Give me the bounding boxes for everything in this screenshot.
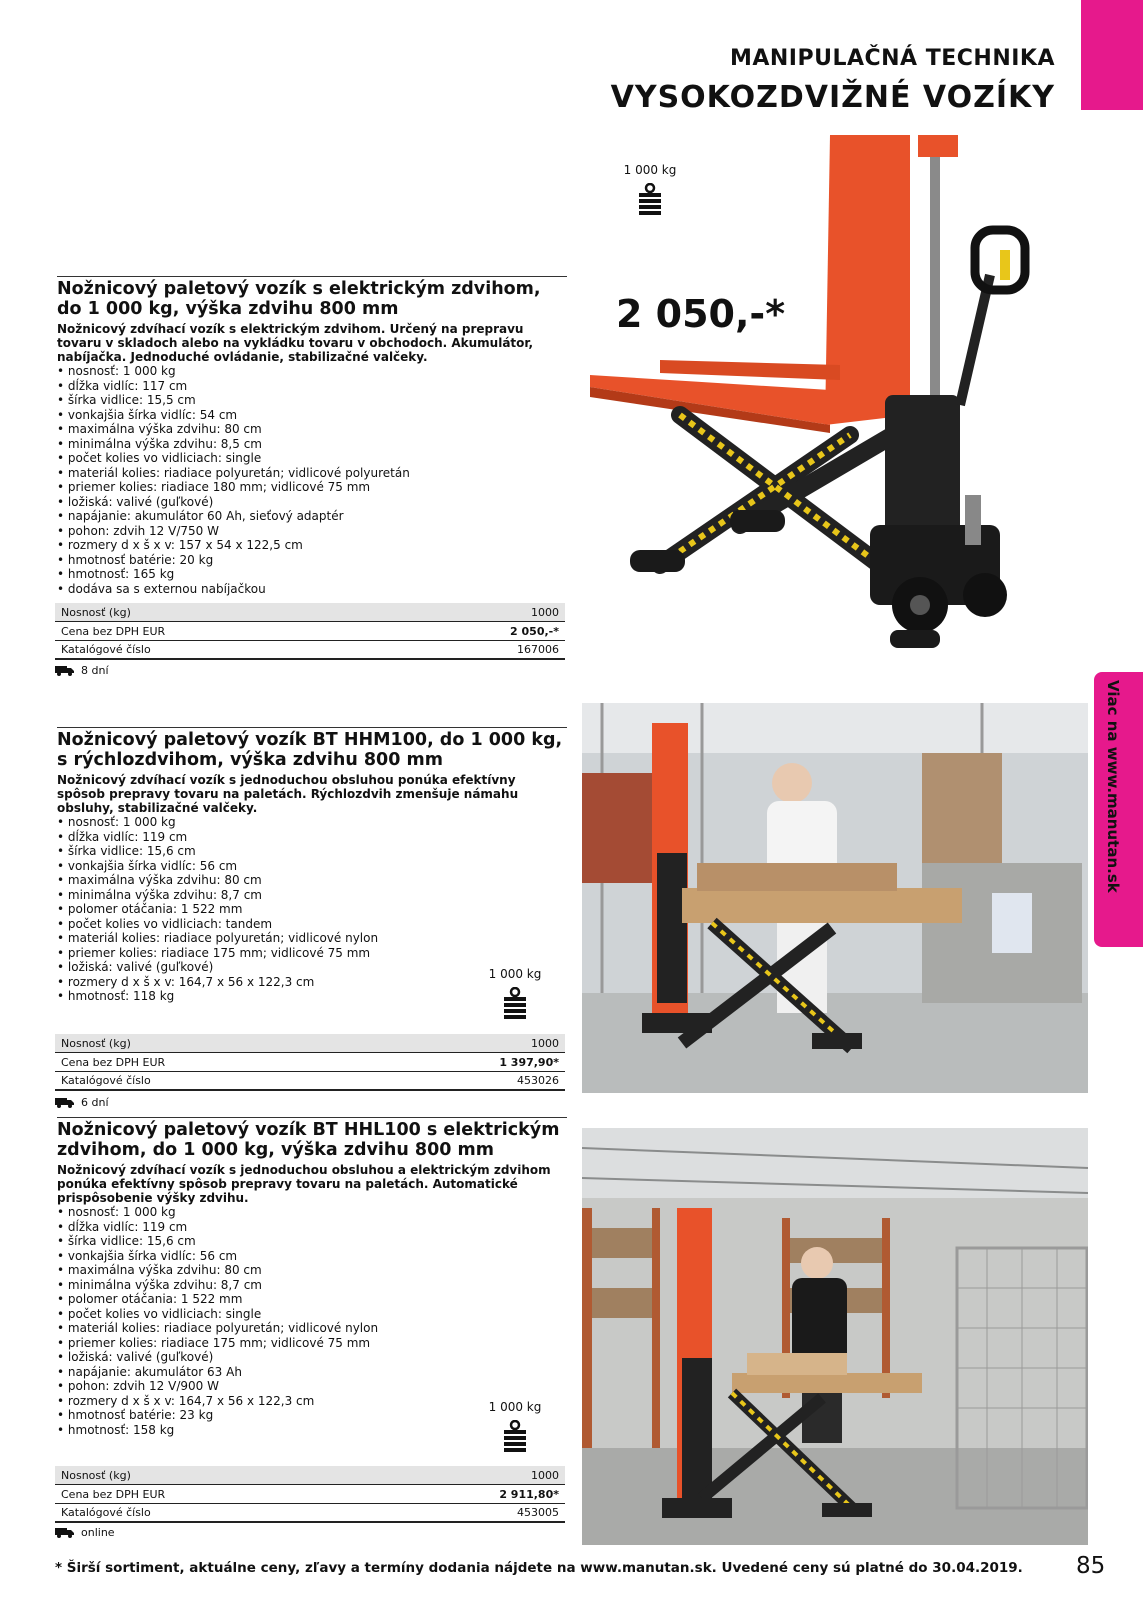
- capacity-badge: [480, 1400, 550, 1452]
- feature-item: • počet kolies vo vidliciach: single: [57, 451, 567, 466]
- side-tab-link[interactable]: [1094, 672, 1143, 947]
- product-block-3: [57, 1117, 567, 1437]
- feature-item: • dĺžka vidlíc: 117 cm: [57, 379, 567, 394]
- delivery-info: [55, 664, 109, 677]
- feature-item: • priemer kolies: riadiace 175 mm; vidlicové 75 mm: [57, 946, 567, 961]
- section-category: MANIPULAČNÁ TECHNIKA: [729, 46, 1055, 71]
- feature-item: • dodáva sa s externou nabíjačkou: [57, 582, 567, 597]
- spec-value: 1000: [531, 1468, 559, 1482]
- spec-label: Cena bez DPH EUR: [61, 1055, 166, 1069]
- footer-note: * Širší sortiment, aktuálne ceny, zľavy a termíny dodania nájdete na www.manutan.sk. Uvedené ceny sú platné do 30.04.2019.: [55, 1560, 1023, 1576]
- feature-item: • šírka vidlice: 15,6 cm: [57, 844, 567, 859]
- feature-item: • hmotnosť batérie: 20 kg: [57, 553, 567, 568]
- capacity-label: 1 000 kg: [623, 163, 677, 177]
- feature-item: • ložiská: valivé (guľkové): [57, 1350, 567, 1365]
- feature-item: • počet kolies vo vidliciach: tandem: [57, 917, 567, 932]
- spec-row: [55, 1072, 565, 1091]
- spec-row: [55, 1466, 565, 1485]
- spec-label: Katalógové číslo: [61, 1074, 151, 1087]
- capacity-badge: [480, 967, 550, 1019]
- feature-item: • hmotnosť: 118 kg: [57, 989, 567, 1004]
- feature-item: • minimálna výška zdvihu: 8,7 cm: [57, 888, 567, 903]
- spec-value: 1000: [531, 1036, 559, 1050]
- feature-item: • napájanie: akumulátor 63 Ah: [57, 1365, 567, 1380]
- product-description: Nožnicový zdvíhací vozík s jednoduchou obsluhou a elektrickým zdvihom ponúka efektívny spôsob prepravy tovaru na paletách. Automatické prispôsobenie výšky zdvihu.: [57, 1163, 551, 1205]
- spec-value: 1000: [531, 605, 559, 619]
- spec-label: Katalógové číslo: [61, 1506, 151, 1519]
- product-description: Nožnicový zdvíhací vozík s elektrickým zdvihom. Určený na prepravu tovaru v skladoch alebo na vykládku tovaru v obchodoch. Akumulátor, nabíjačka. Jednoduché ovládanie, stabilizačné valčeky.: [57, 322, 534, 364]
- delivery-info: [55, 1526, 115, 1539]
- header-pink-tab: [1081, 0, 1143, 110]
- spec-row: [55, 1053, 565, 1072]
- product-rule: [57, 276, 567, 277]
- feature-item: • hmotnosť batérie: 23 kg: [57, 1408, 567, 1423]
- spec-label: Cena bez DPH EUR: [61, 1487, 166, 1501]
- product-title: Nožnicový paletový vozík s elektrickým zdvihom, do 1 000 kg, výška zdvihu 800 mm: [57, 279, 541, 319]
- price-value: 1 397,90*: [499, 1055, 559, 1069]
- feature-item: • materiál kolies: riadiace polyuretán; vidlicové nylon: [57, 1321, 567, 1336]
- spec-label: Nosnosť (kg): [61, 1468, 131, 1482]
- feature-item: • priemer kolies: riadiace 175 mm; vidlicové 75 mm: [57, 1336, 567, 1351]
- feature-item: • maximálna výška zdvihu: 80 cm: [57, 422, 567, 437]
- feature-item: • maximálna výška zdvihu: 80 cm: [57, 1263, 567, 1278]
- spec-row: [55, 603, 565, 622]
- feature-item: • minimálna výška zdvihu: 8,7 cm: [57, 1278, 567, 1293]
- feature-item: • materiál kolies: riadiace polyuretán; vidlicové nylon: [57, 931, 567, 946]
- feature-item: • rozmery d x š x v: 164,7 x 56 x 122,3 cm: [57, 975, 567, 990]
- feature-item: • polomer otáčania: 1 522 mm: [57, 1292, 567, 1307]
- feature-item: • polomer otáčania: 1 522 mm: [57, 902, 567, 917]
- spec-label: Nosnosť (kg): [61, 605, 131, 619]
- spec-label: Katalógové číslo: [61, 643, 151, 656]
- spec-row: [55, 1034, 565, 1053]
- delivery-info: [55, 1096, 109, 1109]
- spec-row: [55, 1485, 565, 1504]
- feature-item: • šírka vidlice: 15,6 cm: [57, 1234, 567, 1249]
- catalog-number: 453005: [517, 1506, 559, 1519]
- product-rule: [57, 1117, 567, 1118]
- price-value: 2 050,-*: [510, 624, 559, 638]
- product-photo-2: [582, 703, 1088, 1093]
- feature-item: • nosnosť: 1 000 kg: [57, 815, 567, 830]
- spec-label: Cena bez DPH EUR: [61, 624, 166, 638]
- product-description: Nožnicový zdvíhací vozík s jednoduchou obsluhou ponúka efektívny spôsob prepravy tovaru na paletách. Rýchlozdvih zmenšuje námahu obsluhy, stabilizačné valčeky.: [57, 773, 519, 815]
- product-block-2: [57, 727, 567, 1004]
- price-value: 2 911,80*: [499, 1487, 559, 1501]
- featured-price: 2 050,-*: [616, 292, 786, 336]
- feature-item: • vonkajšia šírka vidlíc: 56 cm: [57, 859, 567, 874]
- feature-item: • rozmery d x š x v: 164,7 x 56 x 122,3 cm: [57, 1394, 567, 1409]
- capacity-label: 1 000 kg: [488, 1400, 542, 1414]
- truck-icon: [55, 665, 75, 676]
- weight-icon: [502, 1420, 528, 1452]
- feature-item: • ložiská: valivé (guľkové): [57, 495, 567, 510]
- delivery-time: 6 dní: [81, 1096, 109, 1109]
- feature-item: • priemer kolies: riadiace 180 mm; vidlicové 75 mm: [57, 480, 567, 495]
- spec-row: [55, 641, 565, 660]
- side-tab-label: Viac na www.manutan.sk: [1104, 680, 1122, 893]
- feature-item: • minimálna výška zdvihu: 8,5 cm: [57, 437, 567, 452]
- feature-item: • šírka vidlice: 15,5 cm: [57, 393, 567, 408]
- spec-row: [55, 1504, 565, 1523]
- feature-item: • materiál kolies: riadiace polyuretán; vidlicové polyuretán: [57, 466, 567, 481]
- spec-table: [55, 1466, 565, 1523]
- feature-item: • nosnosť: 1 000 kg: [57, 1205, 567, 1220]
- feature-item: • pohon: zdvih 12 V/750 W: [57, 524, 567, 539]
- feature-item: • maximálna výška zdvihu: 80 cm: [57, 873, 567, 888]
- product-photo-3: [582, 1128, 1088, 1545]
- spec-table: [55, 1034, 565, 1091]
- catalog-number: 453026: [517, 1074, 559, 1087]
- weight-icon: [502, 987, 528, 1019]
- feature-item: • napájanie: akumulátor 60 Ah, sieťový adaptér: [57, 509, 567, 524]
- feature-item: • rozmery d x š x v: 157 x 54 x 122,5 cm: [57, 538, 567, 553]
- feature-item: • dĺžka vidlíc: 119 cm: [57, 1220, 567, 1235]
- feature-item: • počet kolies vo vidliciach: single: [57, 1307, 567, 1322]
- delivery-time: 8 dní: [81, 664, 109, 677]
- feature-item: • ložiská: valivé (guľkové): [57, 960, 567, 975]
- feature-item: • pohon: zdvih 12 V/900 W: [57, 1379, 567, 1394]
- capacity-label: 1 000 kg: [488, 967, 542, 981]
- page-title: VYSOKOZDVIŽNÉ VOZÍKY: [610, 80, 1055, 115]
- truck-icon: [55, 1097, 75, 1108]
- truck-icon: [55, 1527, 75, 1538]
- spec-label: Nosnosť (kg): [61, 1036, 131, 1050]
- feature-item: • vonkajšia šírka vidlíc: 54 cm: [57, 408, 567, 423]
- product-title: Nožnicový paletový vozík BT HHL100 s elektrickým zdvihom, do 1 000 kg, výška zdvihu 800 mm: [57, 1120, 560, 1160]
- feature-item: • vonkajšia šírka vidlíc: 56 cm: [57, 1249, 567, 1264]
- feature-item: • nosnosť: 1 000 kg: [57, 364, 567, 379]
- feature-list: [57, 364, 567, 596]
- feature-item: • hmotnosť: 158 kg: [57, 1423, 567, 1438]
- page-number: 85: [1076, 1553, 1106, 1579]
- spec-row: [55, 622, 565, 641]
- feature-item: • dĺžka vidlíc: 119 cm: [57, 830, 567, 845]
- product-rule: [57, 727, 567, 728]
- product-block-1: [57, 276, 567, 596]
- spec-table: [55, 603, 565, 660]
- product-title: Nožnicový paletový vozík BT HHM100, do 1 000 kg, s rýchlozdvihom, výška zdvihu 800 mm: [57, 730, 563, 770]
- product-image-1: [590, 125, 1060, 685]
- catalog-number: 167006: [517, 643, 559, 656]
- feature-item: • hmotnosť: 165 kg: [57, 567, 567, 582]
- delivery-time: online: [81, 1526, 115, 1539]
